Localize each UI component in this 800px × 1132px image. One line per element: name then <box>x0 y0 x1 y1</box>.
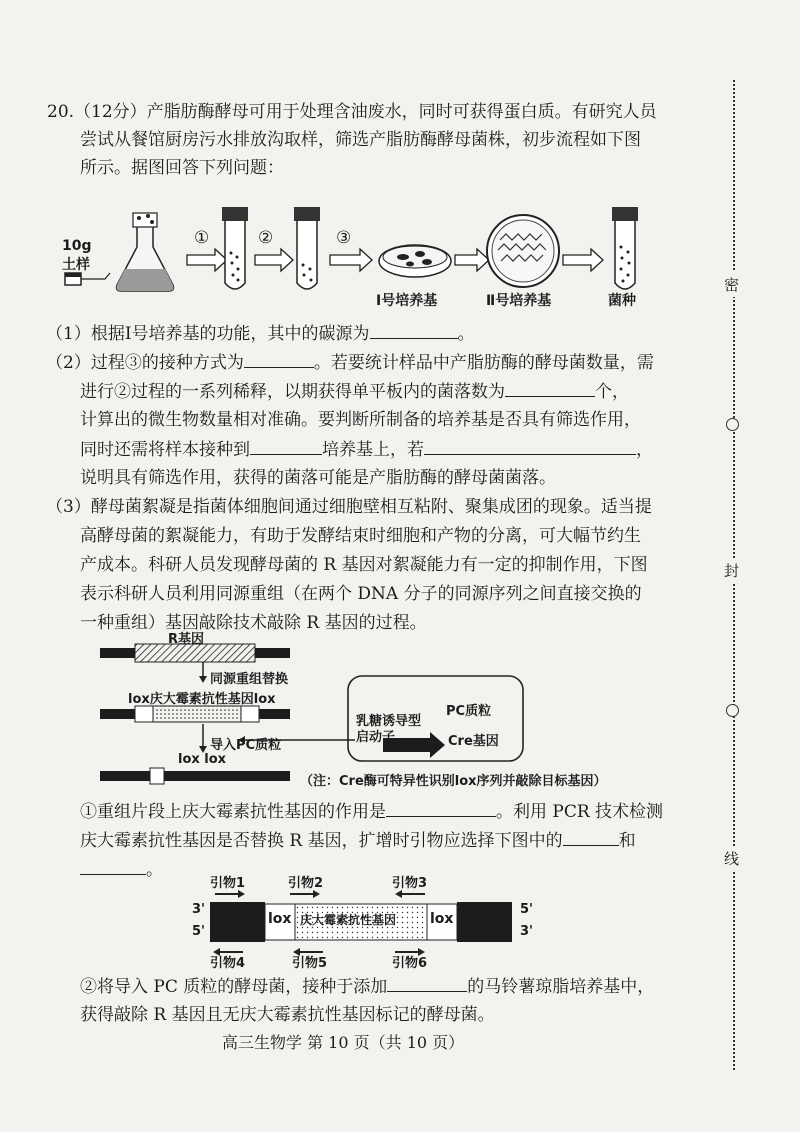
cre-note: （注：Cre酶可特异性识别lox序列并敲除目标基因） <box>300 774 607 789</box>
arrow-1 <box>187 249 227 271</box>
sub1-text-3: 。 <box>146 860 163 880</box>
end-3-left: 3' <box>192 902 206 917</box>
tube-2 <box>294 207 320 289</box>
sub2-text-1b: 的马铃薯琼脂培养基中， <box>467 977 655 997</box>
sub1-blank-2[interactable] <box>563 827 619 846</box>
sub1-text-2b: 和 <box>618 831 636 851</box>
resistance-gene-segment <box>153 706 241 722</box>
q2-text-4b: 培养基上，若 <box>322 440 424 460</box>
binding-char-1: 密 <box>724 272 739 297</box>
question-intro-2: 尝试从餐馆厨房污水排放沟取样，筛选产脂肪酶酵母菌株，初步流程如下图 <box>80 130 641 150</box>
q1-end: 。 <box>457 324 475 344</box>
binding-char-3: 线 <box>724 846 739 871</box>
tube-3 <box>612 207 638 289</box>
lox-left <box>135 706 153 722</box>
q2-text-4c: ， <box>636 440 653 460</box>
tube-1 <box>222 207 248 289</box>
lox-right <box>241 706 259 722</box>
q2-text-4a: 同时还需将样本接种到 <box>80 440 250 460</box>
q2-blank-4[interactable] <box>424 436 636 455</box>
arrow-5 <box>563 249 603 271</box>
cre-arrow <box>405 732 445 758</box>
question-score: （12分） <box>74 102 147 122</box>
strain-label: 菌种 <box>608 293 636 309</box>
plate-2 <box>487 215 559 287</box>
sub2-line-1 <box>80 973 654 1000</box>
arrow-4 <box>455 249 489 271</box>
sub1-blank-1[interactable] <box>386 798 496 817</box>
import-pc-label: 导入PC质粒 <box>210 738 282 753</box>
lox-lox-label: lox lox <box>178 752 227 767</box>
promoter-label-2: 启动子 <box>356 730 396 745</box>
q3-line-1 <box>46 494 652 520</box>
step-3: ③ <box>336 228 352 248</box>
arrow-3 <box>330 249 372 271</box>
sub2-line-2: 获得敲除 R 基因且无庆大霉素抗性基因标记的酵母菌。 <box>80 1005 495 1025</box>
q2-number: （2） <box>46 353 91 373</box>
lox-right-label: lox <box>430 911 454 927</box>
q2-blank-2[interactable] <box>505 378 595 397</box>
sub2-text-1a: ②将导入 PC 质粒的酵母菌，接种于添加 <box>80 977 388 997</box>
lox-resistance-label: lox庆大霉素抗性基因lox <box>128 692 276 707</box>
sub2-blank-1[interactable] <box>387 973 467 992</box>
question-intro-1: 产脂肪酶酵母可用于处理含油废水，同时可获得蛋白质。有研究人员 <box>146 102 657 122</box>
question-intro-3: 所示。据图回答下列问题： <box>80 158 284 178</box>
q2-text-1b: 。若要统计样品中产脂肪酶的酵母菌数量，需 <box>313 353 654 373</box>
sample-weight: 10g <box>62 238 92 254</box>
primer-6-label: 引物6 <box>392 956 428 971</box>
end-5-left: 5' <box>192 924 206 939</box>
homologous-label: 同源重组替换 <box>210 672 289 687</box>
gene-label: 庆大霉素抗性基因 <box>300 913 397 927</box>
sub1-blank-3[interactable] <box>80 856 146 875</box>
q2-line-5: 说明具有筛选作用，获得的菌落可能是产脂肪酶的酵母菌菌落。 <box>80 468 556 488</box>
q3-line-3: 产成本。科研人员发现酵母菌的 R 基因对絮凝能力有一定的抑制作用，下图 <box>80 555 648 575</box>
q3-line-2: 高酵母菌的絮凝能力，有助于发酵结束时细胞和产物的分离，可大幅节约生 <box>80 526 641 546</box>
lox-remaining <box>150 768 164 784</box>
q3-line-4: 表示科研人员利用同源重组（在两个 DNA 分子的同源序列之间直接交换的 <box>80 584 642 604</box>
q2-blank-3[interactable] <box>250 436 322 455</box>
primer-4-label: 引物4 <box>210 956 246 971</box>
q2-text-2a: 进行②过程的一系列稀释，以期获得单平板内的菌落数为 <box>80 382 505 402</box>
pc-plasmid-label: PC质粒 <box>446 704 492 719</box>
q1-answer-blank[interactable] <box>370 320 458 339</box>
sub1-line-1 <box>80 798 663 825</box>
plate-1 <box>379 245 451 277</box>
cre-gene-label: Cre基因 <box>448 734 499 749</box>
primer-1-arrow <box>215 890 245 898</box>
q3-number: （3） <box>46 497 91 517</box>
q2-text-2b: 个， <box>595 382 629 402</box>
medium-2-label: Ⅱ号培养基 <box>486 293 552 309</box>
binding-circle-2 <box>726 704 739 717</box>
q1-text: 根据Ⅰ号培养基的功能，其中的碳源为 <box>90 324 370 344</box>
q2-line-4 <box>80 436 653 463</box>
binding-circle-1 <box>726 418 739 431</box>
sub1-text-1a: ①重组片段上庆大霉素抗性基因的作用是 <box>80 802 386 822</box>
q2-line-2 <box>80 378 629 405</box>
end-3-right: 3' <box>520 924 534 939</box>
q1-number: （1） <box>46 324 91 344</box>
primer-2-label: 引物2 <box>288 876 324 891</box>
arrow-2 <box>255 249 293 271</box>
primer-1-label: 引物1 <box>210 876 246 891</box>
primer-5-label: 引物5 <box>292 956 328 971</box>
q3-line-5: 一种重组）基因敲除技术敲除 R 基因的过程。 <box>80 613 427 633</box>
q2-line-1 <box>46 349 654 376</box>
promoter-label-1: 乳糖诱导型 <box>356 714 422 729</box>
binding-char-2: 封 <box>724 558 739 583</box>
step-2: ② <box>258 228 274 248</box>
medium-1-label: Ⅰ号培养基 <box>376 293 438 309</box>
question-number: 20. <box>47 102 75 122</box>
primer-2-arrow <box>290 890 320 898</box>
q3-text-1: 酵母菌絮凝是指菌体细胞间通过细胞壁相互粘附、聚集成团的现象。适当提 <box>90 497 652 517</box>
q2-line-3: 计算出的微生物数量相对准确。要判断所制备的培养基是否具有筛选作用， <box>80 410 641 430</box>
q1 <box>46 320 475 347</box>
flow-diagram <box>55 185 655 315</box>
sub1-line-2 <box>80 827 636 854</box>
question-line-1 <box>47 99 657 125</box>
lox-left-label: lox <box>268 911 292 927</box>
page-footer: 高三生物学 第 10 页（共 10 页） <box>222 1033 465 1052</box>
sub1-text-2a: 庆大霉素抗性基因是否替换 R 基因，扩增时引物应选择下图中的 <box>80 831 563 851</box>
sample-label: 土样 <box>62 257 90 273</box>
q2-blank-1[interactable] <box>244 349 314 368</box>
flask-icon <box>117 213 174 291</box>
end-5-right: 5' <box>520 902 534 917</box>
q2-text-1a: 过程③的接种方式为 <box>90 353 244 373</box>
step-1: ① <box>194 228 210 248</box>
sub1-line-3 <box>80 856 163 883</box>
primer-3-label: 引物3 <box>392 876 428 891</box>
r-gene-label: R基因 <box>168 632 205 647</box>
sub1-text-1b: 。利用 PCR 技术检测 <box>496 802 664 822</box>
primer-3-arrow <box>395 890 425 898</box>
